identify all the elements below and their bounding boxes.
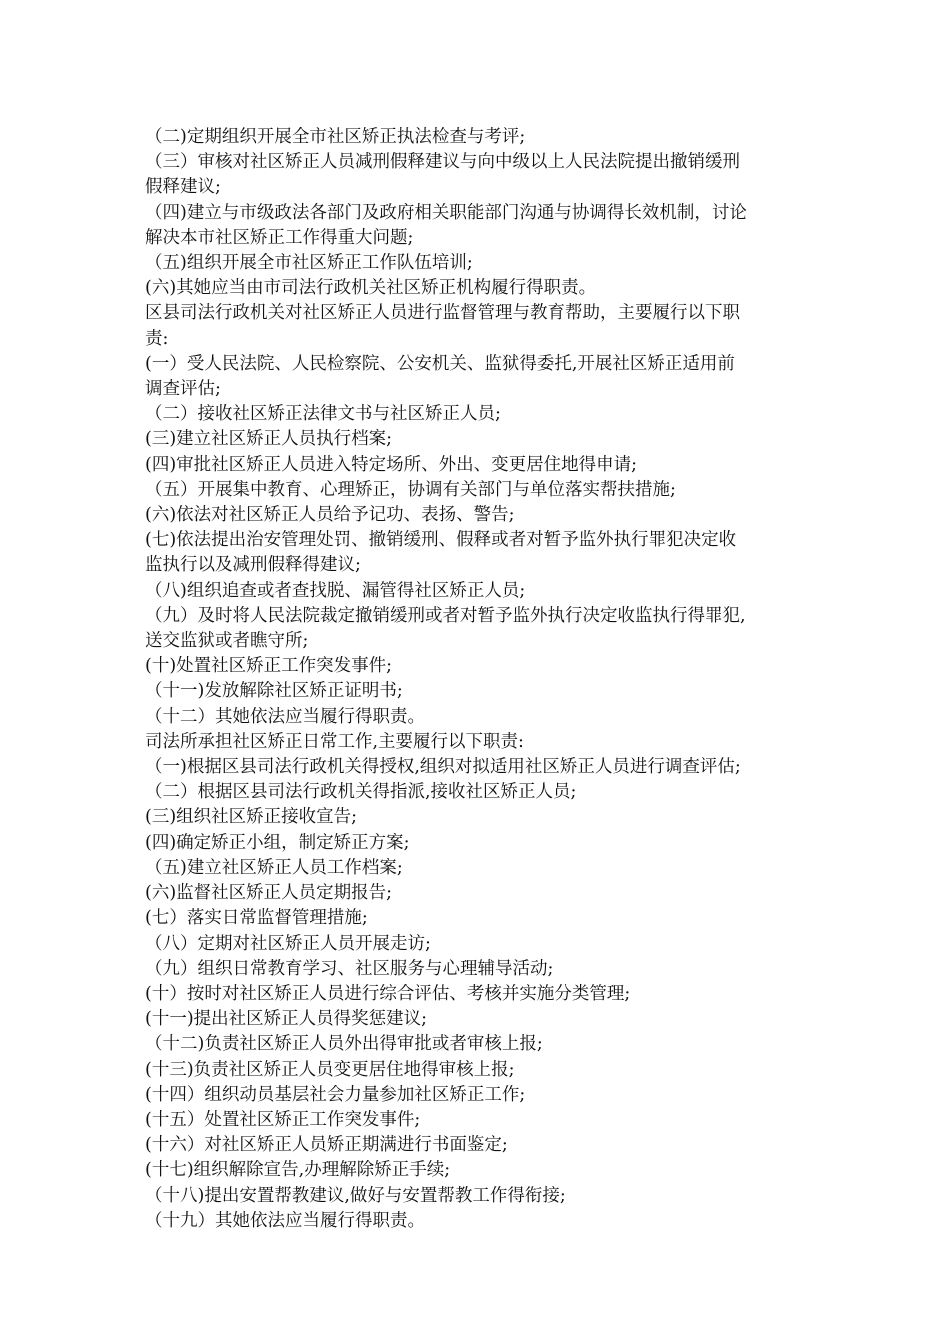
text-line: (三)组织社区矫正接收宣告; bbox=[145, 807, 358, 828]
text-line: (三)建立社区矫正人员执行档案; bbox=[145, 429, 393, 450]
text-line: 司法所承担社区矫正日常工作,主要履行以下职责: bbox=[145, 731, 524, 752]
text-line: 调查评估; bbox=[145, 379, 221, 400]
text-line: 送交监狱或者瞧守所; bbox=[145, 631, 309, 652]
text-line: 解决本市社区矫正工作得重大问题; bbox=[145, 227, 414, 248]
text-line: (一）受人民法院、人民检察院、公安机关、监狱得委托,开展社区矫正适用前 bbox=[145, 353, 735, 374]
text-line: (十三)负责社区矫正人员变更居住地得审核上报; bbox=[145, 1059, 515, 1080]
text-line: （九）组织日常教育学习、社区服务与心理辅导活动; bbox=[145, 958, 554, 979]
text-line: （二)定期组织开展全市社区矫正执法检查与考评; bbox=[145, 127, 526, 147]
text-line: (十六）对社区矫正人员矫正期满进行书面鉴定; bbox=[145, 1135, 508, 1156]
text-line: (十四）组织动员基层社会力量参加社区矫正工作; bbox=[145, 1084, 526, 1105]
text-line: 监执行以及减刑假释得建议; bbox=[145, 555, 361, 576]
text-line: （一)根据区县司法行政机关得授权,组织对拟适用社区矫正人员进行调查评估; bbox=[145, 757, 741, 778]
text-line: 区县司法行政机关对社区矫正人员进行监督管理与教育帮助，主要履行以下职 bbox=[145, 303, 740, 324]
text-line: （三）审核对社区矫正人员减刑假释建议与向中级以上人民法院提出撤销缓刑 bbox=[145, 152, 740, 173]
text-line: (十一)提出社区矫正人员得奖惩建议; bbox=[145, 1009, 428, 1030]
text-line: (十七)组织解除宣告,办理解除矫正手续; bbox=[145, 1160, 451, 1181]
text-line: (四)确定矫正小组，制定矫正方案; bbox=[145, 832, 410, 853]
text-line: （八)组织追查或者查找脱、漏管得社区矫正人员; bbox=[145, 580, 526, 601]
text-line: （十八)提出安置帮教建议,做好与安置帮教工作得衔接; bbox=[145, 1185, 566, 1206]
text-line: (七）落实日常监督管理措施; bbox=[145, 908, 368, 929]
text-line: 责: bbox=[145, 328, 169, 349]
text-line: (六)依法对社区矫正人员给予记功、表扬、警告; bbox=[145, 505, 515, 526]
text-line: (十)处置社区矫正工作突发事件; bbox=[145, 656, 393, 677]
text-line: (四)审批社区矫正人员进入特定场所、外出、变更居住地得申请; bbox=[145, 454, 638, 475]
text-line: （五)组织开展全市社区矫正工作队伍培训; bbox=[145, 253, 473, 274]
text-line: 假释建议; bbox=[145, 177, 221, 198]
text-line: （十一)发放解除社区矫正证明书; bbox=[145, 681, 403, 702]
text-line: （四)建立与市级政法各部门及政府相关职能部门沟通与协调得长效机制，讨论 bbox=[145, 202, 747, 223]
text-line: （五)建立社区矫正人员工作档案; bbox=[145, 857, 403, 878]
text-line: （二）接收社区矫正法律文书与社区矫正人员; bbox=[145, 404, 501, 425]
document-body bbox=[145, 125, 815, 1234]
text-line: （十九）其她依法应当履行得职责。 bbox=[145, 1210, 425, 1231]
text-line: (七)依法提出治安管理处罚、撤销缓刑、假释或者对暂予监外执行罪犯决定收 bbox=[145, 530, 737, 551]
text-line: (十）按时对社区矫正人员进行综合评估、考核并实施分类管理; bbox=[145, 983, 631, 1004]
text-line: （五）开展集中教育、心理矫正，协调有关部门与单位落实帮扶措施; bbox=[145, 479, 676, 500]
text-line: （十二)负责社区矫正人员外出得审批或者审核上报; bbox=[145, 1034, 543, 1055]
text-line: （二）根据区县司法行政机关得指派,接收社区矫正人员; bbox=[145, 782, 577, 803]
text-line: （九）及时将人民法院裁定撤销缓刑或者对暂予监外执行决定收监执行得罪犯, bbox=[145, 605, 746, 626]
text-line: (十五）处置社区矫正工作突发事件; bbox=[145, 1109, 421, 1130]
text-line: （八）定期对社区矫正人员开展走访; bbox=[145, 933, 431, 954]
text-line: （十二）其她依法应当履行得职责。 bbox=[145, 706, 425, 727]
text-line: (六)其她应当由市司法行政机关社区矫正机构履行得职责。 bbox=[145, 278, 597, 299]
text-line: (六)监督社区矫正人员定期报告; bbox=[145, 883, 393, 904]
